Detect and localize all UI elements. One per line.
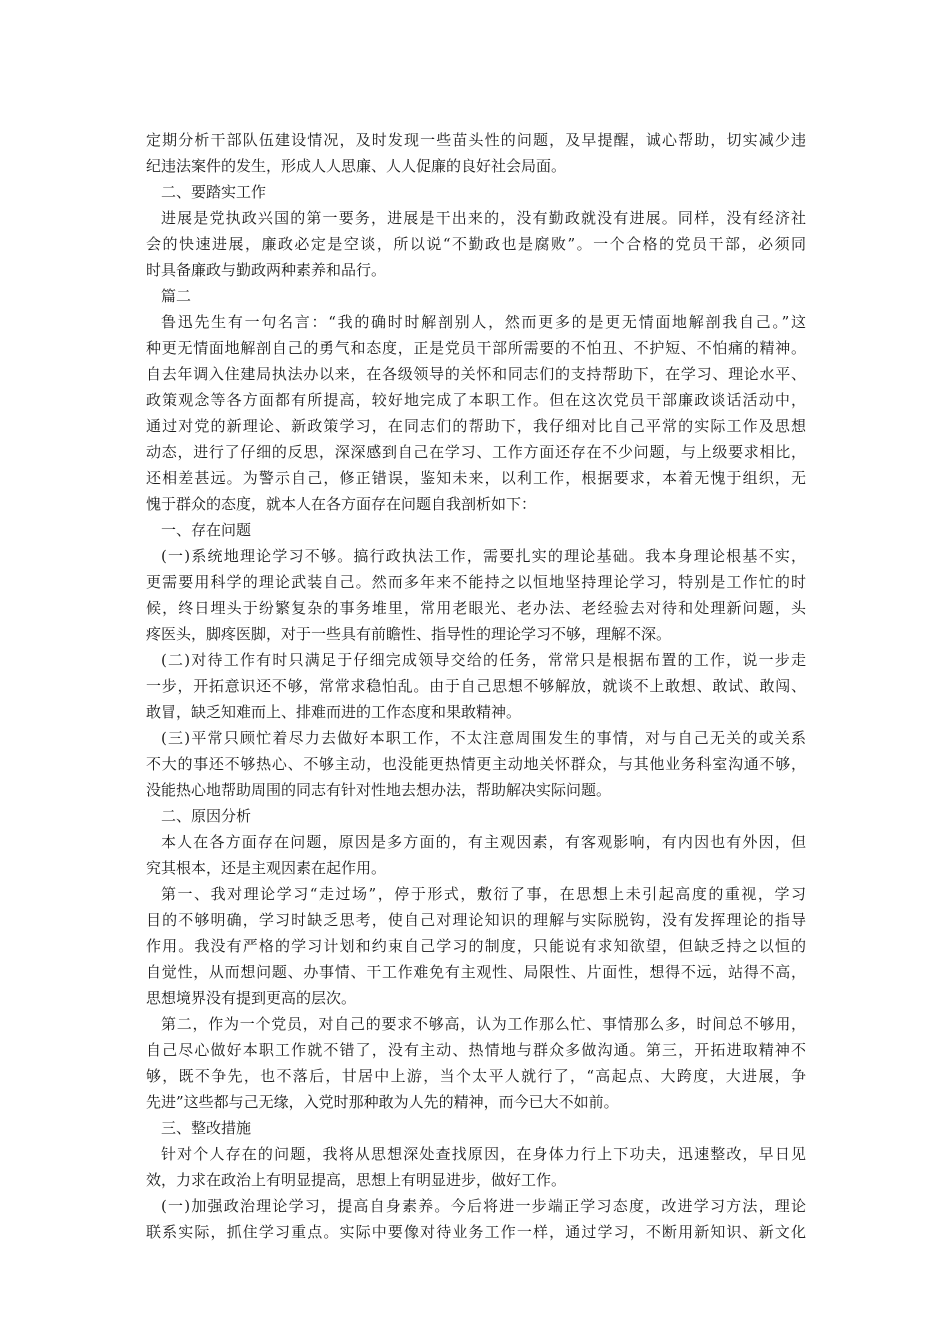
text-line: 自己尽心做好本职工作就不错了，没有主动、热情地与群众多做沟通。第三，开拓进取精神不 [146, 1041, 806, 1059]
text-line: 篇二 [161, 287, 192, 305]
text-line: 愧于群众的态度，就本人在各方面存在问题自我剖析如下： [146, 495, 537, 513]
text-line: 自觉性，从而想问题、办事情、干工作难免有主观性、局限性、片面性，想得不远，站得不高， [146, 963, 806, 981]
text-line: 时具备廉政与勤政两种素养和品行。 [146, 261, 387, 279]
text-line: 鲁迅先生有一句名言：“我的确时时解剖别人，然而更多的是更无情面地解剖我自己。”这 [161, 313, 806, 331]
text-line: 政策观念等各方面都有所提高，较好地完成了本职工作。但在这次党员干部廉政谈话活动中， [146, 391, 806, 409]
text-line: 思想境界没有提到更高的层次。 [146, 989, 357, 1007]
text-line: (一)系统地理论学习不够。搞行政执法工作，需要扎实的理论基础。我本身理论根基不实， [161, 547, 806, 565]
text-line: 会的快速进展，廉政必定是空谈，所以说“不勤政也是腐败”。一个合格的党员干部，必须同 [146, 235, 806, 253]
text-line: 动态，进行了仔细的反思，深深感到自己在学习、工作方面还存在不少问题，与上级要求相比， [146, 443, 806, 461]
text-line: 定期分析干部队伍建设情况，及时发现一些苗头性的问题，及早提醒，诚心帮助，切实减少违 [146, 131, 806, 149]
text-line: (一)加强政治理论学习，提高自身素养。今后将进一步端正学习态度，改进学习方法，理论 [161, 1197, 806, 1215]
text-line: (三)平常只顾忙着尽力去做好本职工作，不太注意周围发生的事情，对与自己无关的或关系 [161, 729, 806, 747]
text-line: 二、原因分析 [161, 807, 252, 825]
text-line: 纪违法案件的发生，形成人人思廉、人人促廉的良好社会局面。 [146, 157, 567, 175]
text-line: 针对个人存在的问题，我将从思想深处查找原因，在身体力行上下功夫，迅速整改，早日见 [161, 1145, 806, 1163]
text-line: 还相差甚远。为警示自己，修正错误，鉴知未来，以利工作，根据要求，本着无愧于组织，无 [146, 469, 806, 487]
text-line: 通过对党的新理论、新政策学习，在同志们的帮助下，我仔细对比自己平常的实际工作及思想 [146, 417, 806, 435]
text-line: (二)对待工作有时只满足于仔细完成领导交给的任务，常常只是根据布置的工作，说一步走 [161, 651, 806, 669]
text-line: 第二，作为一个党员，对自己的要求不够高，认为工作那么忙、事情那么多，时间总不够用， [161, 1015, 806, 1033]
text-line: 一、存在问题 [161, 521, 252, 539]
text-line: 三、整改措施 [161, 1119, 252, 1137]
text-line: 候，终日埋头于纷繁复杂的事务堆里，常用老眼光、老办法、老经验去对待和处理新问题，头 [146, 599, 806, 617]
document-body [146, 127, 806, 1245]
text-line: 够，既不争先，也不落后，甘居中上游，当个太平人就行了，“高起点、大跨度，大进展，争 [146, 1067, 806, 1085]
text-line: 先进”这些都与己无缘，入党时那种敢为人先的精神，而今已大不如前。 [146, 1093, 619, 1111]
text-line: 敢冒，缺乏知难而上、排难而进的工作态度和果敢精神。 [146, 703, 522, 721]
text-line: 更需要用科学的理论武装自己。然而多年来不能持之以恒地坚持理论学习，特别是工作忙的时 [146, 573, 806, 591]
text-line: 联系实际，抓住学习重点。实际中要像对待业务工作一样，通过学习，不断用新知识、新文化 [146, 1223, 806, 1241]
text-line: 二、要踏实工作 [161, 183, 267, 201]
text-line: 效，力求在政治上有明显提高，思想上有明显进步，做好工作。 [146, 1171, 567, 1189]
text-line: 种更无情面地解剖自己的勇气和态度，正是党员干部所需要的不怕丑、不护短、不怕痛的精神。 [146, 339, 806, 357]
text-line: 目的不够明确，学习时缺乏思考，使自己对理论知识的理解与实际脱钩，没有发挥理论的指导 [146, 911, 806, 929]
text-line: 究其根本，还是主观因素在起作用。 [146, 859, 387, 877]
text-line: 第一、我对理论学习“走过场”，停于形式，敷衍了事，在思想上未引起高度的重视，学习 [161, 885, 806, 903]
text-line: 本人在各方面存在问题，原因是多方面的，有主观因素，有客观影响，有内因也有外因，但 [161, 833, 806, 851]
text-line: 疼医头，脚疼医脚，对于一些具有前瞻性、指导性的理论学习不够，理解不深。 [146, 625, 672, 643]
text-line: 自去年调入住建局执法办以来，在各级领导的关怀和同志们的支持帮助下，在学习、理论水平、 [146, 365, 806, 383]
text-line: 不大的事还不够热心、不够主动，也没能更热情更主动地关怀群众，与其他业务科室沟通不够， [146, 755, 806, 773]
text-line: 一步，开拓意识还不够，常常求稳怕乱。由于自己思想不够解放，就谈不上敢想、敢试、敢闯、 [146, 677, 806, 695]
text-line: 作用。我没有严格的学习计划和约束自己学习的制度，只能说有求知欲望，但缺乏持之以恒的 [146, 937, 806, 955]
text-line: 进展是党执政兴国的第一要务，进展是干出来的，没有勤政就没有进展。同样，没有经济社 [161, 209, 806, 227]
text-line: 没能热心地帮助周围的同志有针对性地去想办法，帮助解决实际问题。 [146, 781, 612, 799]
